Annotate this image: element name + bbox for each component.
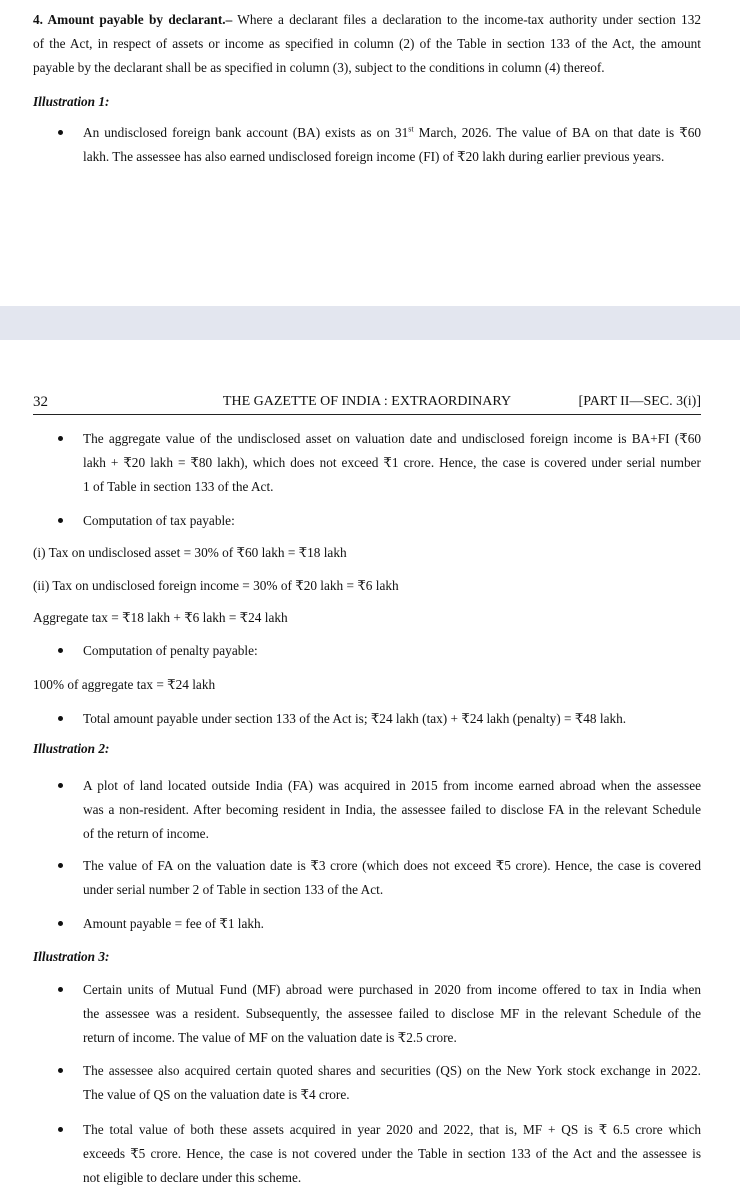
tax-line-2: (ii) Tax on undisclosed foreign income = 30% of ₹20 lakh = ₹6 lakh — [33, 578, 399, 593]
list-item: The assessee also acquired certain quoted shares and securities (QS) on the New York stock exchange in 2022. The value of QS on the valuation date is ₹4 crore. — [83, 1059, 701, 1107]
list-item: Total amount payable under section 133 of the Act is; ₹24 lakh (tax) + ₹24 lakh (penalty) = ₹48 lakh. — [83, 707, 701, 731]
bullet-icon — [58, 783, 63, 788]
header-rule — [33, 414, 701, 415]
bullet-icon — [58, 436, 63, 441]
bullet-icon — [58, 130, 63, 135]
illustration-3-heading: Illustration 3: — [33, 949, 110, 964]
illustration-2-heading: Illustration 2: — [33, 741, 110, 756]
list-item: Certain units of Mutual Fund (MF) abroad were purchased in 2020 from income offered to tax in India when the assessee was a resident. Subsequently, the assessee failed to disclose MF in the relevant Schedule of the return of income. The value of MF on the valuation date is ₹2.5 crore. — [83, 978, 701, 1050]
list-item: The value of FA on the valuation date is ₹3 crore (which does not exceed ₹5 crore). Hence, the case is covered under serial number 2 of Table in section 133 of the Act. — [83, 854, 701, 902]
aggregate-tax-line: Aggregate tax = ₹18 lakh + ₹6 lakh = ₹24 lakh — [33, 610, 288, 625]
gazette-title: THE GAZETTE OF INDIA : EXTRAORDINARY — [222, 394, 512, 409]
section-heading: 4. Amount payable by declarant.– — [33, 12, 233, 27]
section-4-paragraph: 4. Amount payable by declarant.– Where a declarant files a declaration to the income-tax authority under section 132 of the Act, in respect of assets or income as specified in column (2) of the Table in section 133 of the Act, the amount payable by the declarant shall be as specified in column (3), subject to the conditions in column (4) thereof. — [33, 12, 701, 75]
bullet-icon — [58, 921, 63, 926]
page-break-gap — [0, 306, 740, 340]
list-item: Computation of tax payable: — [83, 509, 701, 533]
penalty-line: 100% of aggregate tax = ₹24 lakh — [33, 677, 216, 692]
document-page-top — [0, 0, 740, 306]
list-item: Amount payable = fee of ₹1 lakh. — [83, 912, 701, 936]
bullet-icon — [58, 863, 63, 868]
illustration-1-heading: Illustration 1: — [33, 94, 110, 109]
bullet-icon — [58, 1068, 63, 1073]
page-number: 32 — [33, 394, 48, 410]
running-header — [33, 390, 701, 414]
bullet-icon — [58, 716, 63, 721]
bullet-icon — [58, 518, 63, 523]
list-item: The total value of both these assets acquired in year 2020 and 2022, that is, MF + QS is ₹ 6.5 crore which exceeds ₹5 crore. Hence, the case is not covered under the Table in section 133 of the Act and the assessee is not eligible to declare under this scheme. — [83, 1118, 701, 1190]
document-page-bottom — [0, 340, 740, 1200]
list-item: Computation of penalty payable: — [83, 639, 701, 663]
bullet-icon — [58, 1127, 63, 1132]
bullet-icon — [58, 987, 63, 992]
tax-line-1: (i) Tax on undisclosed asset = 30% of ₹60 lakh = ₹18 lakh — [33, 545, 347, 560]
list-item: An undisclosed foreign bank account (BA) exists as on 31st March, 2026. The value of BA on that date is ₹60 lakh. The assessee has also earned undisclosed foreign income (FI) of ₹20 lakh during earlier previous years. — [83, 121, 701, 169]
part-section-label: [PART II—SEC. 3(i)] — [578, 394, 701, 409]
bullet-icon — [58, 648, 63, 653]
list-item: A plot of land located outside India (FA) was acquired in 2015 from income earned abroad when the assessee was a non-resident. After becoming resident in India, the assessee failed to disclose FA in the relevant Schedule of the return of income. — [83, 774, 701, 846]
list-item: The aggregate value of the undisclosed asset on valuation date and undisclosed foreign income is BA+FI (₹60 lakh + ₹20 lakh = ₹80 lakh), which does not exceed ₹1 crore. Hence, the case is covered under serial number 1 of Table in section 133 of the Act. — [83, 427, 701, 499]
